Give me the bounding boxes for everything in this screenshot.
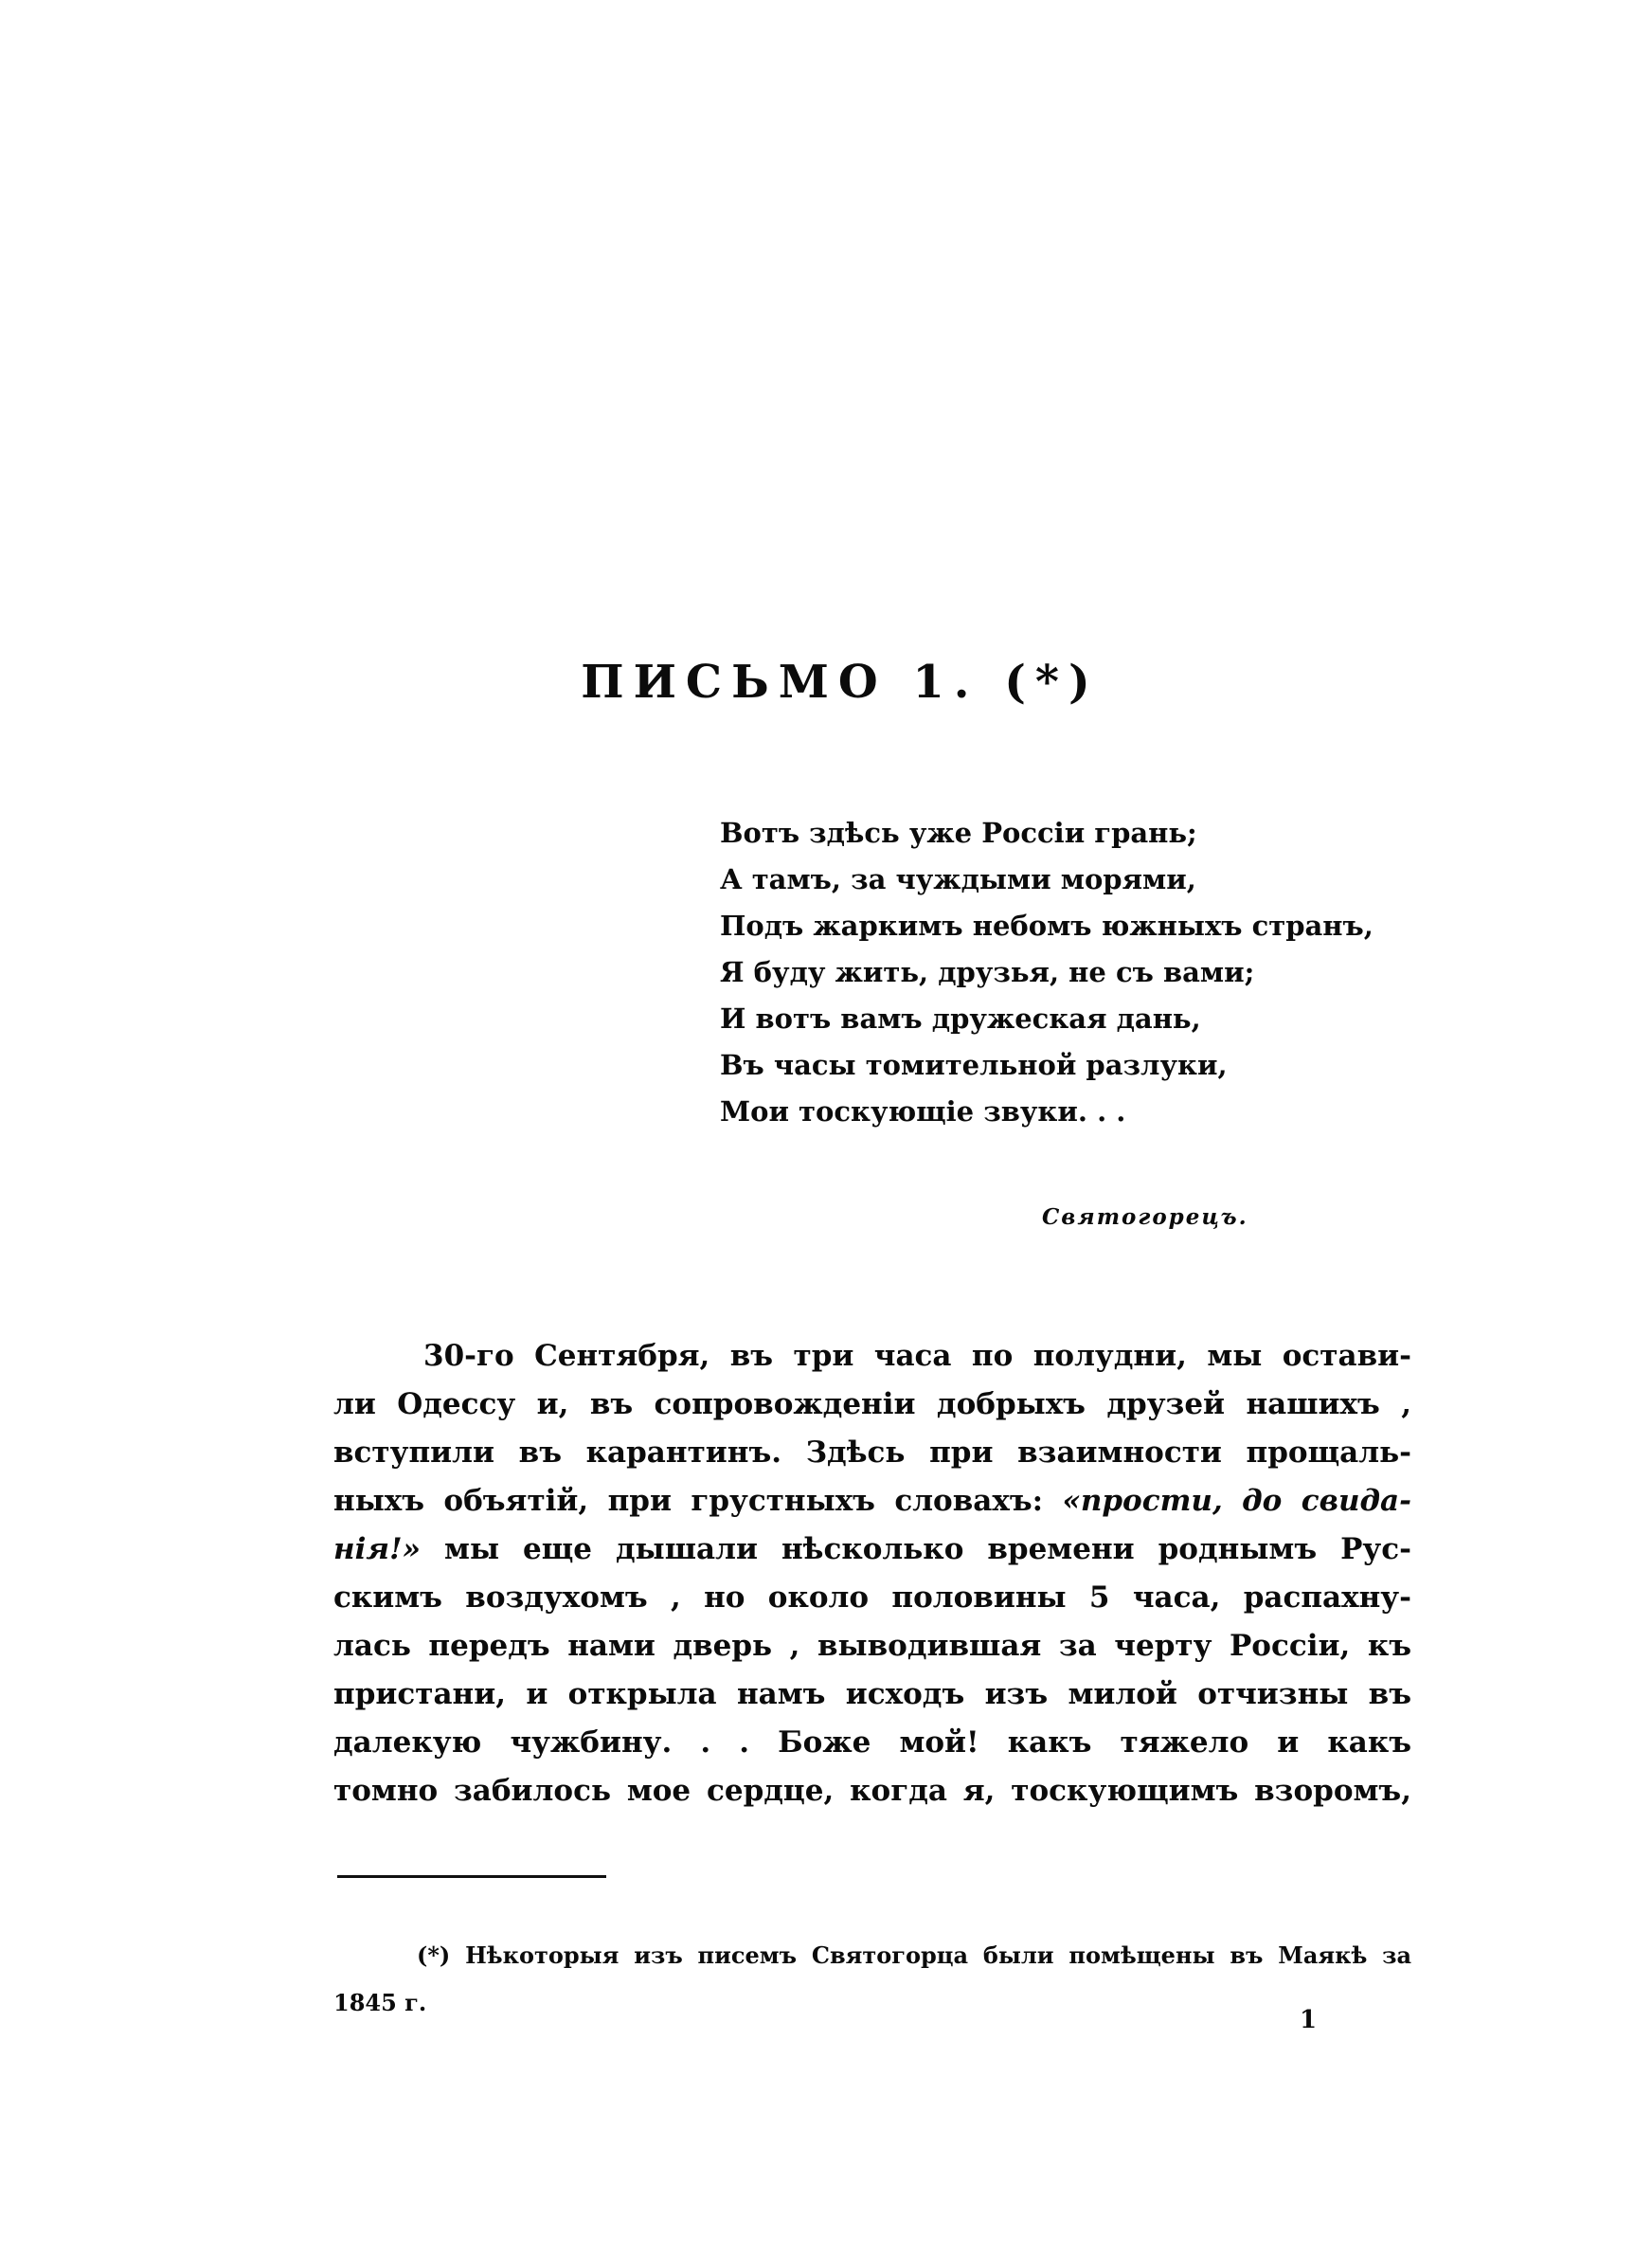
body-line: ли Одессу и, въ сопровожденіи добрыхъ друзей нашихъ , bbox=[333, 1387, 1411, 1421]
body-line: скимъ воздухомъ , но около половины 5 часа, распахну- bbox=[333, 1580, 1411, 1615]
body-line: вступили въ карантинъ. Здѣсь при взаимности прощаль- bbox=[333, 1435, 1411, 1470]
body-line: 30-го Сентября, въ три часа по полудни, мы остави- bbox=[423, 1339, 1411, 1373]
body-line: томно забилось мое сердце, когда я, тоскующимъ взоромъ, bbox=[333, 1774, 1411, 1808]
page-number: 1 bbox=[1300, 2006, 1318, 2034]
italic-phrase: «прости, до свида- bbox=[1062, 1484, 1412, 1518]
body-line bbox=[333, 1477, 1411, 1526]
epigraph-author: Святогорецъ. bbox=[1042, 1204, 1248, 1230]
verse-line: Въ часы томительной разлуки, bbox=[720, 1049, 1228, 1081]
footnote-rule bbox=[337, 1875, 606, 1878]
italic-phrase: нія!» bbox=[333, 1532, 422, 1566]
chapter-title: ПИСЬМО 1. (*) bbox=[581, 656, 1100, 709]
verse-line: А тамъ, за чуждыми морями, bbox=[720, 863, 1196, 895]
body-text-segment: мы еще дышали нѣсколько времени роднымъ Рус- bbox=[421, 1532, 1411, 1566]
body-line: пристани, и открыла намъ исходъ изъ милой отчизны въ bbox=[333, 1677, 1411, 1711]
body-text-segment: ныхъ объятій, при грустныхъ словахъ: bbox=[333, 1484, 1044, 1518]
epigraph-verse bbox=[720, 810, 1440, 1135]
footnote-line: 1845 г. bbox=[333, 1989, 427, 2016]
verse-line: Я буду жить, друзья, не съ вами; bbox=[720, 956, 1255, 988]
body-line: далекую чужбину. . . Боже мой! какъ тяжело и какъ bbox=[333, 1725, 1411, 1760]
verse-line: И вотъ вамъ дружеская дань, bbox=[720, 1002, 1201, 1035]
verse-line: Вотъ здѣсь уже Россіи грань; bbox=[720, 817, 1197, 849]
body-line: лась передъ нами дверь , выводившая за черту Россіи, къ bbox=[333, 1629, 1411, 1663]
body-text bbox=[333, 1332, 1411, 1815]
verse-line: Мои тоскующіе звуки. . . bbox=[720, 1095, 1126, 1128]
footnote bbox=[333, 1932, 1411, 2027]
body-line bbox=[333, 1526, 1411, 1574]
footnote-line: (*) Нѣкоторыя изъ писемъ Святогорца были помѣщены въ Маякѣ за bbox=[417, 1941, 1411, 1969]
verse-line: Подъ жаркимъ небомъ южныхъ странъ, bbox=[720, 910, 1374, 942]
